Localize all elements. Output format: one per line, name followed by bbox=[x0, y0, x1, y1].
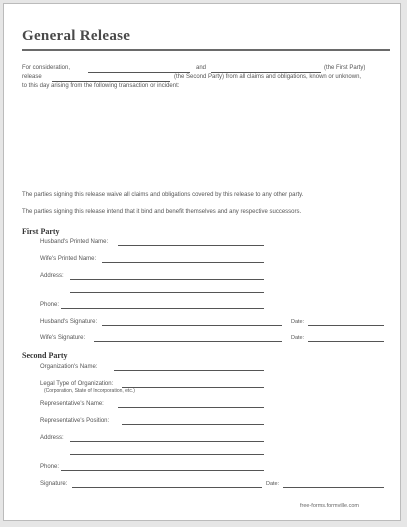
representative-name-label: Representative's Name: bbox=[40, 401, 104, 407]
first-party-phone-field[interactable] bbox=[61, 308, 264, 309]
second-party-signature-field[interactable] bbox=[72, 487, 262, 488]
second-party-name-field[interactable] bbox=[52, 81, 170, 82]
husband-date-field[interactable] bbox=[308, 325, 384, 326]
second-party-address-line-2[interactable] bbox=[70, 454, 264, 455]
first-party-phone-label: Phone: bbox=[40, 302, 60, 308]
organization-name-label: Organization's Name: bbox=[40, 364, 98, 370]
wife-signature-field[interactable] bbox=[94, 341, 282, 342]
intro-first-party-label: (the First Party) bbox=[324, 65, 366, 71]
wife-printed-name-label: Wife's Printed Name: bbox=[40, 256, 97, 262]
intro-consideration-label: For consideration, bbox=[22, 65, 71, 71]
intro-second-party-label: (the Second Party) from all claims and obligations, known or unknown, bbox=[174, 74, 362, 80]
wife-date-field[interactable] bbox=[308, 341, 384, 342]
first-party-address-line-1[interactable] bbox=[70, 279, 264, 280]
second-party-date-field[interactable] bbox=[283, 487, 384, 488]
organization-name-field[interactable] bbox=[114, 370, 264, 371]
binding-paragraph: The parties signing this release intend that it bind and benefit themselves and any respective successors. bbox=[22, 209, 302, 215]
legal-type-field[interactable] bbox=[122, 387, 264, 388]
intro-release-label: release bbox=[22, 74, 42, 80]
transaction-description-area[interactable] bbox=[22, 94, 384, 186]
page-title: General Release bbox=[22, 28, 131, 44]
representative-name-field[interactable] bbox=[118, 407, 264, 408]
second-party-phone-label: Phone: bbox=[40, 464, 60, 470]
footer-source: free-forms.formville.com bbox=[300, 503, 359, 509]
legal-type-label: Legal Type of Organization: bbox=[40, 381, 114, 387]
wife-date-label: Date: bbox=[291, 335, 305, 341]
representative-position-label: Representative's Position: bbox=[40, 418, 110, 424]
legal-type-hint: (Corporation, State of Incorporation, etc.) bbox=[44, 388, 135, 394]
husband-signature-label: Husband's Signature: bbox=[40, 319, 98, 325]
second-party-date-label: Date: bbox=[266, 481, 280, 487]
second-party-phone-field[interactable] bbox=[61, 470, 264, 471]
wife-signature-label: Wife's Signature: bbox=[40, 335, 86, 341]
title-divider bbox=[22, 49, 390, 51]
waiver-paragraph: The parties signing this release waive all claims and obligations covered by this release to any other party. bbox=[22, 192, 304, 198]
husband-printed-name-field[interactable] bbox=[118, 245, 264, 246]
first-party-address-label: Address: bbox=[40, 273, 64, 279]
husband-signature-field[interactable] bbox=[102, 325, 282, 326]
first-party-name-field[interactable] bbox=[211, 72, 321, 73]
second-party-address-line-1[interactable] bbox=[70, 441, 264, 442]
husband-date-label: Date: bbox=[291, 319, 305, 325]
second-party-heading: Second Party bbox=[22, 351, 68, 360]
second-party-signature-label: Signature: bbox=[40, 481, 68, 487]
consideration-field[interactable] bbox=[88, 72, 190, 73]
second-party-address-label: Address: bbox=[40, 435, 64, 441]
wife-printed-name-field[interactable] bbox=[102, 262, 264, 263]
first-party-address-line-2[interactable] bbox=[70, 292, 264, 293]
husband-printed-name-label: Husband's Printed Name: bbox=[40, 239, 109, 245]
representative-position-field[interactable] bbox=[122, 424, 264, 425]
first-party-heading: First Party bbox=[22, 227, 60, 236]
intro-and-label: and bbox=[196, 65, 207, 71]
intro-transaction-label: to this day arising from the following transaction or incident: bbox=[22, 83, 180, 89]
document-page bbox=[3, 3, 401, 521]
